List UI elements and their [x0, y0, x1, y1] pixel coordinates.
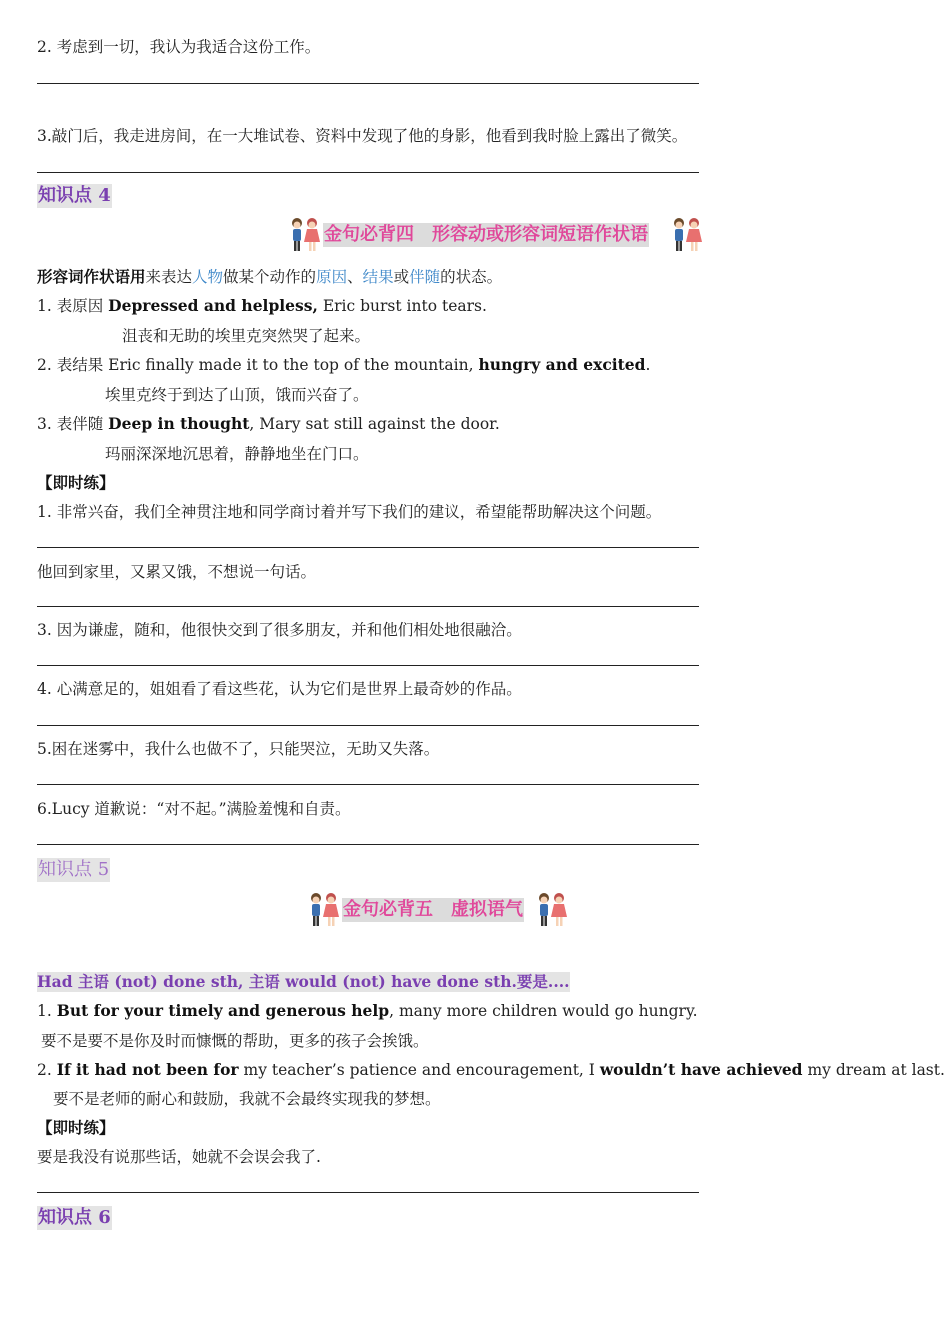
answer-line: [37, 83, 699, 84]
kids-icon: [306, 890, 342, 928]
question-3: 3.敲门后，我走进房间，在一大堆试卷、资料中发现了他的身影，他看到我时脸上露出了微笑。: [37, 127, 688, 145]
answer-line: [37, 606, 699, 607]
kids-icon: [287, 215, 323, 253]
kp5-title: 金句必背五 虚拟语气: [343, 899, 523, 920]
answer-line: [37, 784, 699, 785]
kp4-example-1-translation: 沮丧和无助的埃里克突然哭了起来。: [122, 327, 371, 345]
answer-line: [37, 1192, 699, 1193]
kp4-example-2: 2. 表结果 Eric finally made it to the top of the mountain, hungry and excited.: [37, 355, 651, 374]
kp4-practice-item: 3. 因为谦虚，随和，他很快交到了很多朋友，并和他们相处地很融洽。: [37, 621, 522, 639]
knowledge-point-5-label: 知识点 5: [38, 859, 110, 880]
answer-line: [37, 172, 699, 173]
answer-line: [37, 844, 699, 845]
kp4-intro: 形容词作状语用来表达人物做某个动作的原因、结果或伴随的状态。: [37, 267, 503, 286]
answer-line: [37, 665, 699, 666]
kp4-practice-item: 5.困在迷雾中，我什么也做不了，只能哭泣，无助又失落。: [37, 740, 440, 758]
kp4-title-banner: [287, 215, 707, 255]
kp5-pattern: Had 主语 (not) done sth, 主语 would (not) have done sth.要是....: [37, 972, 570, 991]
answer-line: [37, 725, 699, 726]
kids-icon: [534, 890, 570, 928]
kp4-example-3: 3. 表伴随 Deep in thought, Mary sat still against the door.: [37, 414, 500, 433]
kp5-practice-label: 【即时练】: [37, 1118, 115, 1137]
kp4-example-3-translation: 玛丽深深地沉思着，静静地坐在门口。: [105, 445, 369, 463]
kp5-practice-item: 要是我没有说那些话，她就不会误会我了.: [37, 1148, 321, 1166]
kp5-title-banner: [306, 890, 570, 930]
kp5-example-1-translation: 要不是要不是你及时而慷慨的帮助，更多的孩子会挨饿。: [41, 1032, 429, 1050]
kp5-example-2-translation: 要不是老师的耐心和鼓励，我就不会最终实现我的梦想。: [53, 1090, 441, 1108]
kp5-example-2: 2. If it had not been for my teacher’s patience and encouragement, I wouldn’t have achieved my dream at last.: [37, 1060, 945, 1079]
kp4-practice-item: 4. 心满意足的，姐姐看了看这些花，认为它们是世界上最奇妙的作品。: [37, 680, 522, 698]
kp5-example-1: 1. But for your timely and generous help, many more children would go hungry.: [37, 1001, 698, 1020]
question-2: 2. 考虑到一切，我认为我适合这份工作。: [37, 38, 321, 56]
knowledge-point-6-label: 知识点 6: [38, 1207, 111, 1228]
kp4-practice-label: 【即时练】: [37, 473, 115, 492]
kp4-example-2-translation: 埃里克终于到达了山顶，饿而兴奋了。: [105, 386, 369, 404]
answer-line: [37, 547, 699, 548]
kp4-practice-item: 1. 非常兴奋，我们全神贯注地和同学商讨着并写下我们的建议，希望能帮助解决这个问题。: [37, 503, 662, 521]
kp4-practice-item: 6.Lucy 道歉说：“对不起。”满脸羞愧和自责。: [37, 800, 351, 818]
kp4-practice-item: 他回到家里，又累又饿，不想说一句话。: [37, 563, 317, 581]
kp4-example-1: 1. 表原因 Depressed and helpless, Eric burst into tears.: [37, 296, 487, 315]
kids-icon: [669, 215, 705, 253]
knowledge-point-4-label: 知识点 4: [38, 185, 111, 206]
kp4-title: 金句必背四 形容动或形容词短语作状语: [324, 224, 648, 245]
